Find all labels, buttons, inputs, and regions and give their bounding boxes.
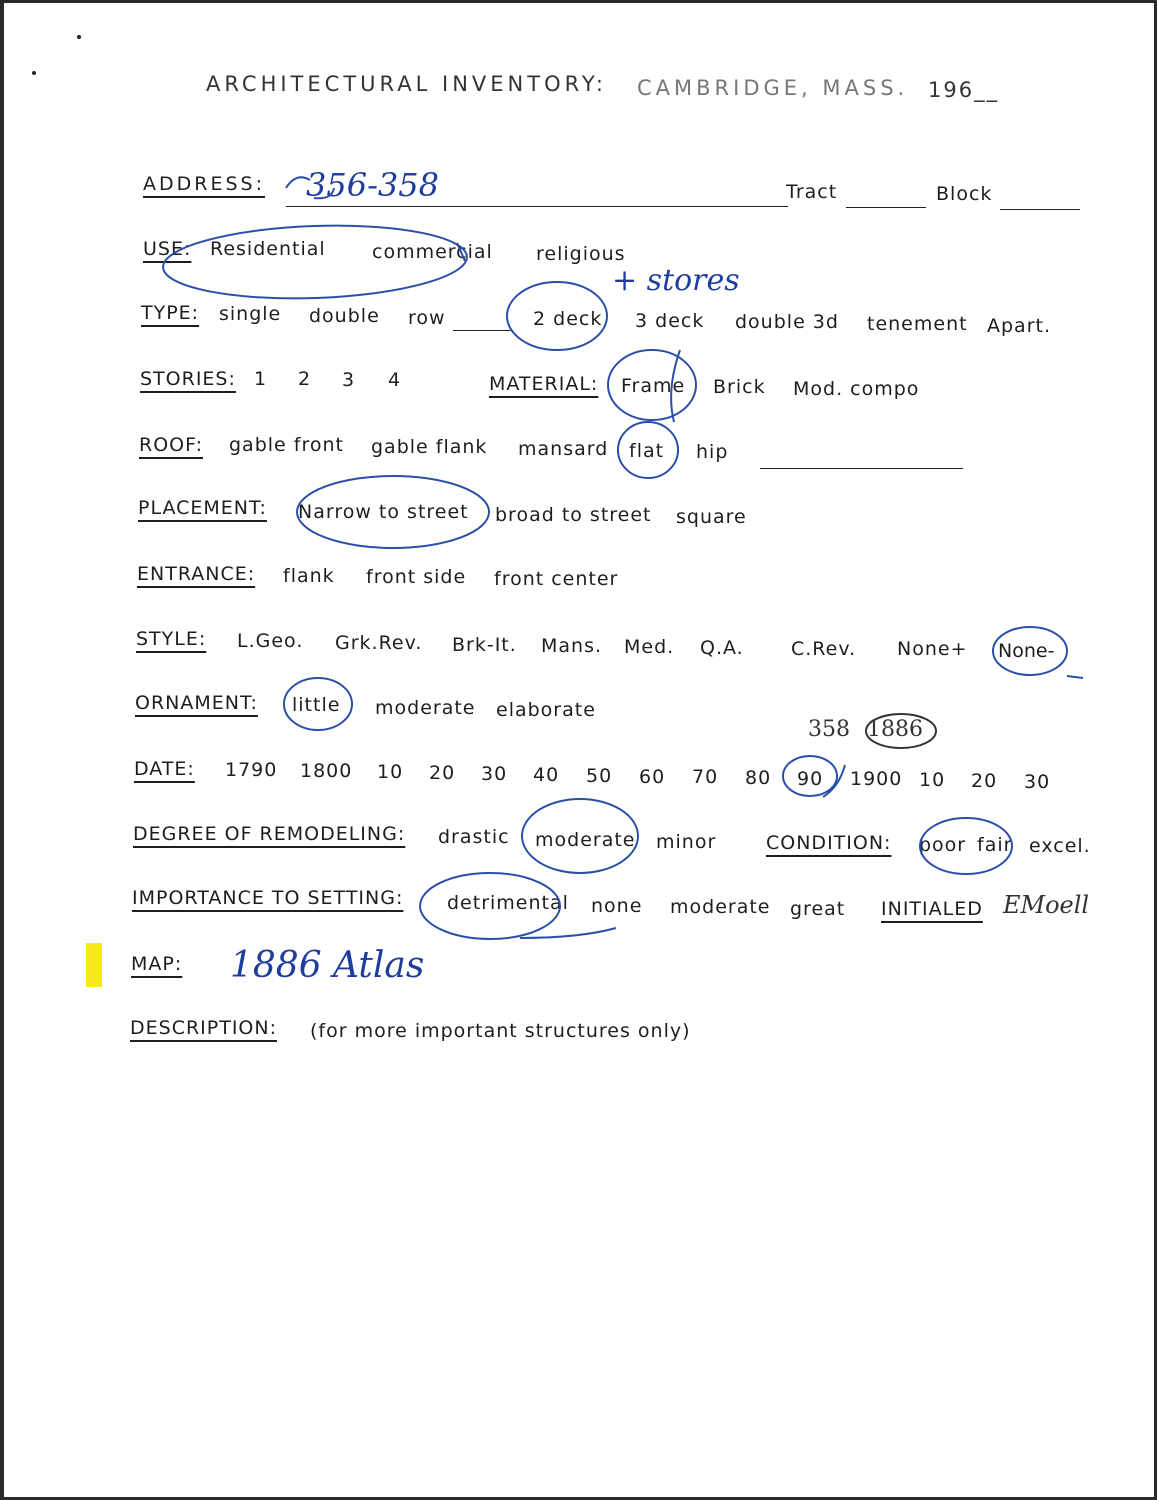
- scan-speck: [32, 71, 36, 75]
- address-line: [286, 206, 788, 207]
- tract-label: Tract: [786, 181, 838, 203]
- importance-option-great: great: [790, 898, 846, 920]
- initialed-signature: EMoell: [1003, 891, 1090, 919]
- entrance-label: ENTRANCE:: [137, 563, 256, 585]
- condition-option-fair: fair: [977, 834, 1013, 856]
- date-option-1910: 10: [919, 769, 946, 791]
- importance-option-none: none: [591, 895, 643, 917]
- address-label: ADDRESS:: [143, 173, 265, 195]
- remodeling-option-drastic: drastic: [438, 826, 510, 848]
- type-option-tenement: tenement: [867, 313, 968, 335]
- date-option-30: 30: [481, 763, 508, 785]
- scan-speck: [77, 35, 81, 39]
- placement-option-narrow: Narrow to street: [298, 501, 469, 523]
- condition-option-excel: excel.: [1029, 835, 1091, 857]
- style-option-mans: Mans.: [541, 635, 603, 657]
- ornament-label: ORNAMENT:: [135, 692, 258, 714]
- style-option-med: Med.: [624, 636, 675, 658]
- date-option-1900: 1900: [850, 768, 903, 790]
- condition-label: CONDITION:: [766, 832, 892, 854]
- stories-option-3: 3: [342, 369, 356, 391]
- date-option-60: 60: [639, 766, 666, 788]
- use-option-residential: Residential: [210, 238, 326, 260]
- material-label: MATERIAL:: [489, 373, 599, 395]
- style-option-c-rev: C.Rev.: [791, 638, 857, 660]
- importance-label: IMPORTANCE TO SETTING:: [132, 887, 404, 909]
- yellow-highlight-mark: [86, 943, 102, 987]
- use-option-commercial: commercial: [372, 241, 493, 263]
- block-label: Block: [936, 183, 993, 205]
- style-option-qa: Q.A.: [700, 637, 744, 659]
- date-option-1920: 20: [971, 770, 998, 792]
- description-label: DESCRIPTION:: [130, 1017, 278, 1039]
- importance-option-detrimental: detrimental: [447, 892, 569, 914]
- type-annotation-stores: + stores: [612, 263, 740, 298]
- roof-blank-line: [760, 468, 963, 469]
- form-title: ARCHITECTURAL INVENTORY:: [206, 72, 607, 96]
- roof-option-gable-flank: gable flank: [371, 436, 488, 458]
- detrimental-tail: [520, 928, 616, 938]
- style-option-grk-rev: Grk.Rev.: [335, 632, 423, 654]
- date-label: DATE:: [134, 758, 195, 780]
- type-label: TYPE:: [141, 302, 200, 324]
- date-option-40: 40: [533, 764, 560, 786]
- type-blank-line: [453, 330, 511, 331]
- material-option-mod-compo: Mod. compo: [793, 378, 920, 400]
- date-option-90: 90: [797, 768, 824, 790]
- initialed-label: INITIALED: [881, 898, 983, 920]
- entrance-option-front-side: front side: [366, 566, 467, 588]
- date-option-80: 80: [745, 767, 772, 789]
- block-line: [1000, 209, 1080, 210]
- remodeling-option-minor: minor: [656, 831, 717, 853]
- style-label: STYLE:: [136, 628, 207, 650]
- type-option-double-3d: double 3d: [735, 311, 839, 333]
- material-option-brick: Brick: [713, 376, 766, 398]
- page-edge-top: [0, 0, 1157, 3]
- form-location: CAMBRIDGE, MASS.: [637, 76, 909, 100]
- date-annotation-year: 1886: [867, 717, 923, 742]
- placement-option-broad: broad to street: [495, 504, 652, 526]
- address-value: 356-358: [306, 166, 439, 204]
- stories-option-4: 4: [388, 369, 402, 391]
- entrance-option-front-center: front center: [494, 568, 619, 590]
- ornament-option-moderate: moderate: [375, 697, 476, 719]
- condition-option-poor: poor: [919, 834, 967, 856]
- use-option-religious: religious: [536, 243, 626, 265]
- roof-label: ROOF:: [139, 434, 203, 456]
- date-option-50: 50: [586, 765, 613, 787]
- remodeling-label: DEGREE OF REMODELING:: [133, 823, 406, 845]
- map-label: MAP:: [131, 953, 183, 975]
- stories-label: STORIES:: [140, 368, 236, 390]
- type-option-row: row: [408, 307, 446, 329]
- type-option-single: single: [219, 303, 282, 325]
- material-option-frame: Frame: [621, 375, 686, 397]
- roof-option-mansard: mansard: [518, 438, 609, 460]
- stories-option-1: 1: [254, 368, 268, 390]
- type-option-3-deck: 3 deck: [635, 310, 705, 332]
- roof-option-gable-front: gable front: [229, 434, 344, 456]
- entrance-option-flank: flank: [283, 565, 335, 587]
- type-option-2-deck: 2 deck: [533, 308, 603, 330]
- placement-label: PLACEMENT:: [138, 497, 267, 519]
- date-option-1800: 1800: [300, 760, 353, 782]
- date-option-10: 10: [377, 761, 404, 783]
- roof-option-flat: flat: [629, 440, 665, 462]
- page-edge-left: [0, 0, 4, 1500]
- style-option-brk-it: Brk-It.: [452, 634, 517, 656]
- type-option-apartment: Apart.: [987, 315, 1052, 337]
- use-label: USE:: [143, 238, 192, 260]
- remodeling-option-moderate: moderate: [535, 829, 636, 851]
- roof-option-hip: hip: [696, 441, 729, 463]
- type-option-double: double: [309, 305, 380, 327]
- style-option-none-plus: None+: [897, 638, 968, 660]
- none-minus-tail: [1067, 676, 1083, 678]
- map-value: 1886 Atlas: [230, 945, 425, 986]
- ninety-tick: [823, 765, 845, 797]
- date-option-70: 70: [692, 766, 719, 788]
- style-option-l-geo: L.Geo.: [237, 630, 304, 652]
- ornament-option-elaborate: elaborate: [496, 699, 596, 721]
- ornament-option-little: little: [292, 694, 341, 716]
- date-annotation-number: 358: [808, 717, 850, 742]
- tract-line: [846, 207, 926, 208]
- importance-option-moderate: moderate: [670, 896, 771, 918]
- stories-option-2: 2: [298, 368, 312, 390]
- description-note: (for more important structures only): [310, 1020, 691, 1042]
- form-year: 196__: [928, 78, 1000, 102]
- date-option-1790: 1790: [225, 759, 278, 781]
- date-option-20: 20: [429, 762, 456, 784]
- style-option-none-minus: None-: [998, 640, 1055, 662]
- date-option-1930: 30: [1024, 771, 1051, 793]
- placement-option-square: square: [676, 506, 747, 528]
